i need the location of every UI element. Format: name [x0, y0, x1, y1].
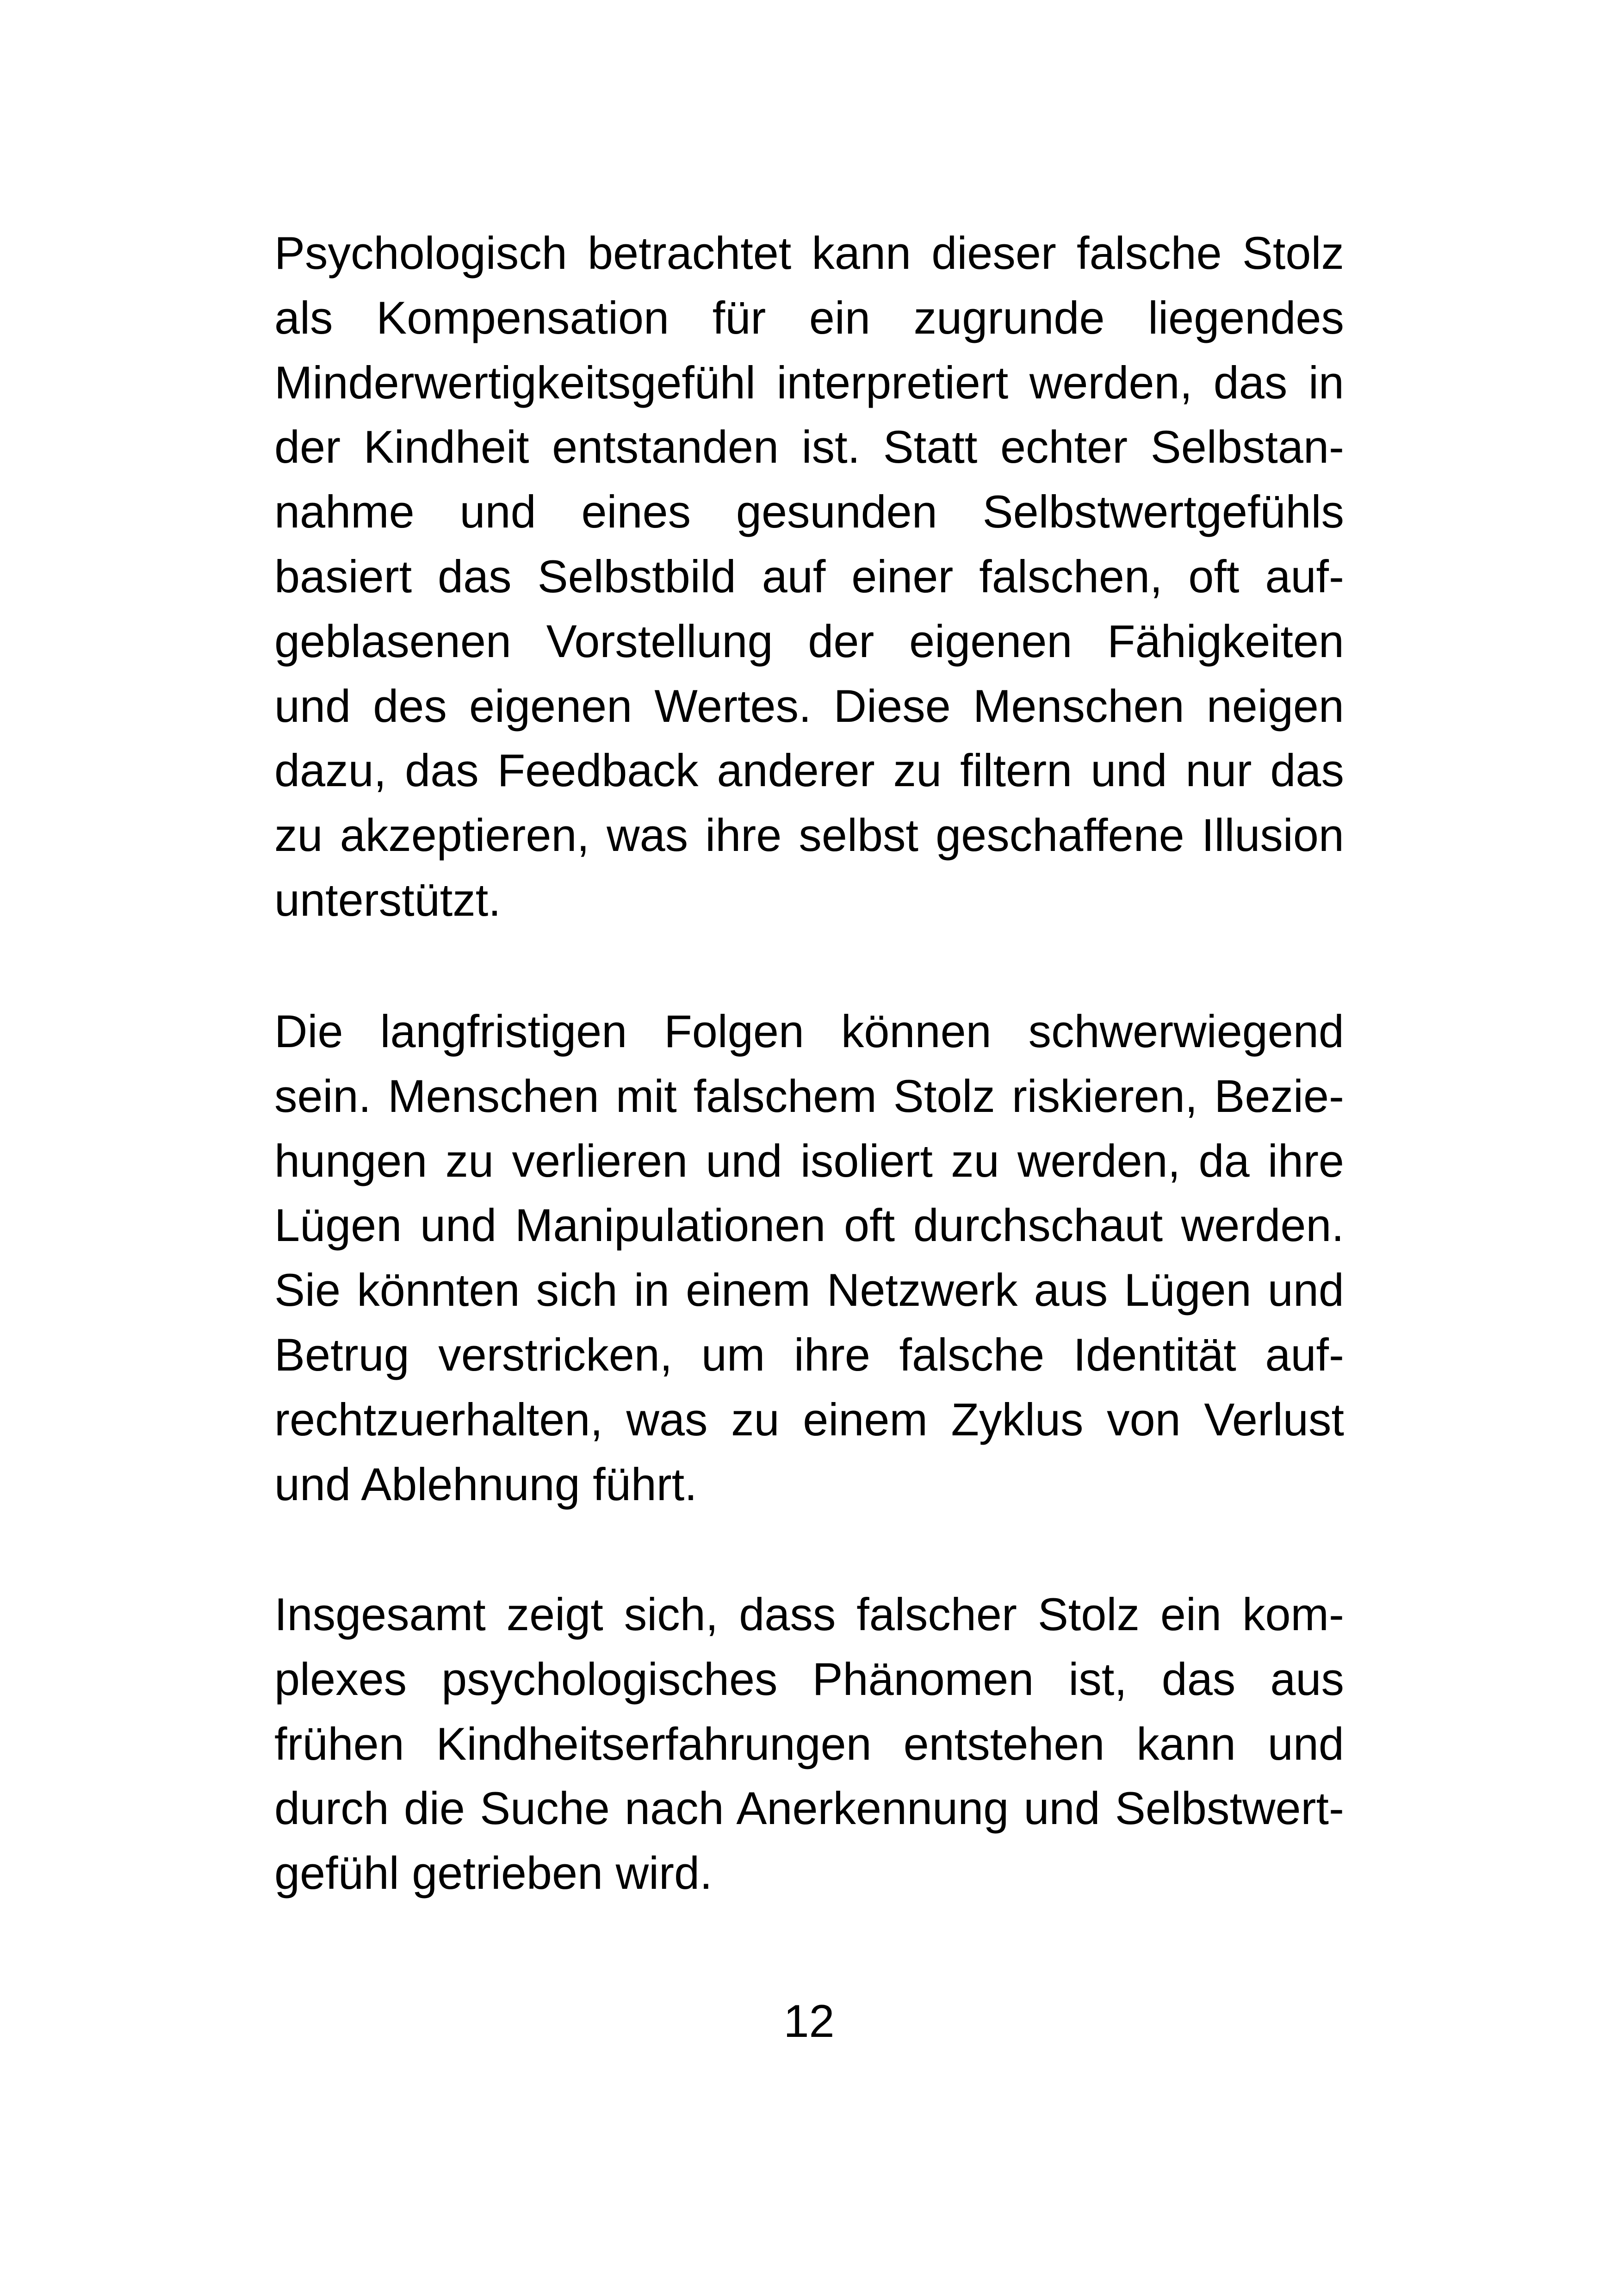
paragraph-line: und des eigenen Wertes. Diese Menschen neigen [274, 680, 1344, 732]
paragraph-line: als Kompensation für ein zugrunde liegendes [274, 292, 1344, 343]
paragraph-line: nahme und eines gesunden Selbstwertgefühls [274, 486, 1344, 538]
page-number: 12 [783, 1995, 835, 2047]
paragraph-line: Lügen und Manipulationen oft durchschaut werden. [274, 1199, 1344, 1251]
paragraph-line: plexes psychologisches Phänomen ist, das aus [274, 1653, 1344, 1705]
paragraph-1 [274, 221, 1344, 932]
paragraph-line: dazu, das Feedback anderer zu filtern und nur das [274, 745, 1344, 796]
paragraph-line: basiert das Selbstbild auf einer falschen, oft auf- [274, 550, 1344, 602]
paragraph-line: der Kindheit entstanden ist. Statt echter Selbstan- [274, 421, 1344, 473]
paragraph-line: Sie könnten sich in einem Netzwerk aus Lügen und [274, 1264, 1344, 1316]
paragraph-line: zu akzeptieren, was ihre selbst geschaffene Illusion [274, 809, 1344, 861]
paragraph-line: Die langfristigen Folgen können schwerwiegend [274, 1005, 1344, 1057]
paragraph-line: frühen Kindheitserfahrungen entstehen kann und [274, 1718, 1344, 1769]
paragraph-line: Psychologisch betrachtet kann dieser falsche Stolz [274, 227, 1344, 279]
paragraph-line: rechtzuerhalten, was zu einem Zyklus von Verlust [274, 1393, 1344, 1445]
paragraph-line: und Ablehnung führt. [274, 1458, 697, 1510]
paragraph-line: Betrug verstricken, um ihre falsche Identität auf- [274, 1328, 1344, 1380]
paragraph-2 [274, 999, 1344, 1516]
paragraph-line: Minderwertigkeitsgefühl interpretiert werden, das in [274, 356, 1344, 408]
paragraph-line: gefühl getrieben wird. [274, 1847, 713, 1899]
paragraph-line: unterstützt. [274, 874, 501, 925]
paragraph-line: geblasenen Vorstellung der eigenen Fähigkeiten [274, 615, 1344, 667]
paragraph-line: hungen zu verlieren und isoliert zu werden, da ihre [274, 1135, 1344, 1186]
paragraph-line: durch die Suche nach Anerkennung und Selbstwert- [274, 1782, 1344, 1834]
paragraph-line: sein. Menschen mit falschem Stolz riskieren, Bezie- [274, 1070, 1344, 1122]
paragraph-line: Insgesamt zeigt sich, dass falscher Stolz ein kom- [274, 1589, 1344, 1640]
paragraph-3 [274, 1582, 1344, 1905]
